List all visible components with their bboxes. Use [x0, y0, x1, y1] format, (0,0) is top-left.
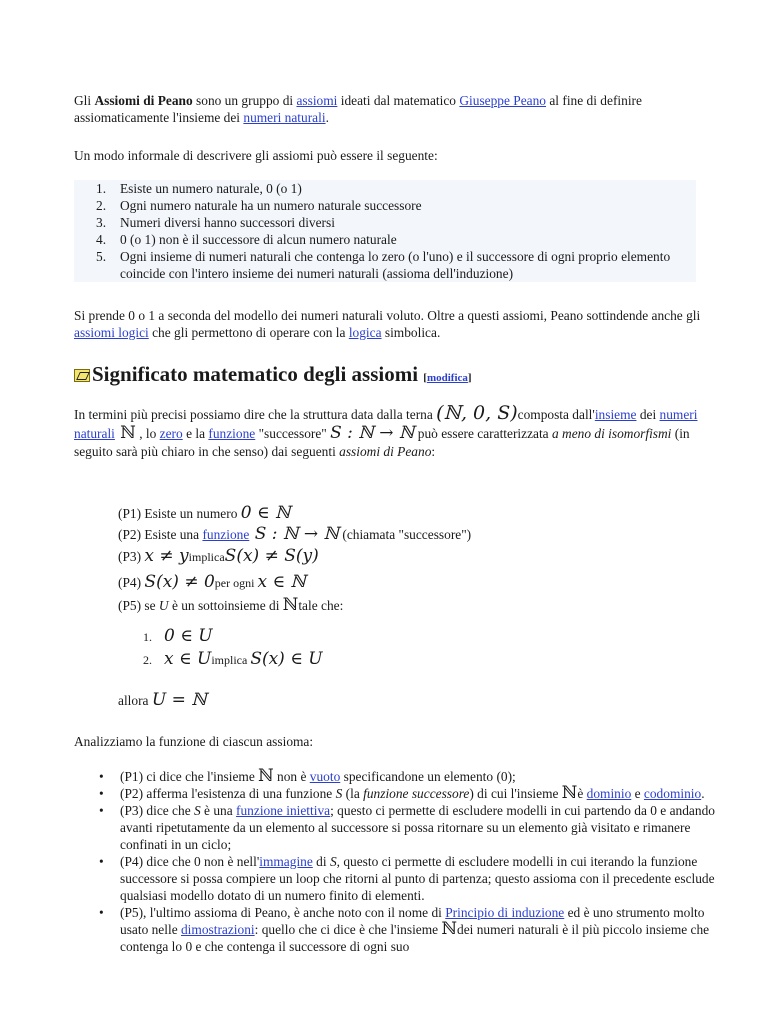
math-n: ℕ — [258, 766, 274, 786]
bold-term: Assiomi di Peano — [94, 93, 193, 108]
list-text: Numeri diversi hanno successori diversi — [120, 215, 335, 230]
link-assiomi-logici[interactable]: assiomi logici — [74, 325, 149, 340]
text: In termini più precisi possiamo dire che la struttura data dalla terna — [74, 407, 437, 422]
list-item — [120, 802, 726, 853]
intro-paragraph — [74, 92, 724, 126]
link-logica[interactable]: logica — [348, 325, 382, 340]
axiom-p4 — [118, 574, 306, 592]
text: è un sottoinsieme di — [168, 598, 283, 613]
text: dei — [636, 407, 660, 422]
list-text: Ogni insieme di numeri naturali che contenga lo zero (o l'uno) e il successore di ogni proprio elemento coincide con l'intero insieme dei numeri naturali (assioma dell'induzione) — [120, 249, 671, 281]
axiom-implica: implica — [211, 653, 251, 667]
text: , questo ci permette di escludere modelli in cui iterando la funzione successore si possa compiere un loop che ritorni al punto di partenza; questo assioma con il precedente esclude qualsiasi modello dotato di un numero finito di elementi. — [120, 854, 715, 903]
text: può essere caratterizzata — [414, 426, 552, 441]
text: dei numeri naturali è il più piccolo insieme che contenga lo 0 e che contenga il successore di ogni suo — [120, 922, 710, 954]
text: ; questo ci permette di escludere modelli in cui partendo da 0 e andando avanti ripetutamente da un elemento al successore si possa ritornare su un elemento già visitato e rimanere confinati in un ciclo; — [120, 803, 715, 852]
sub-number: 2. — [143, 653, 152, 667]
text: (P3) dice che — [120, 803, 194, 818]
text: Gli — [74, 93, 95, 108]
text: al fine di definire assiomaticamente l'insieme dei — [74, 93, 642, 125]
text: ) di cui l'insieme — [469, 786, 562, 801]
link-funzione-iniettiva[interactable]: funzione iniettiva — [236, 803, 331, 818]
link-codominio[interactable]: codominio — [643, 786, 702, 801]
axiom-p3 — [118, 548, 319, 566]
text: . — [701, 786, 705, 801]
section-title: Significato matematico degli assiomi — [92, 362, 419, 386]
axiom-p2 — [118, 526, 471, 543]
list-number: 1. — [96, 181, 107, 196]
axiom-p1 — [118, 505, 290, 522]
analysis-intro: Analizziamo la funzione di ciascun assioma: — [74, 734, 314, 749]
link-vuoto[interactable]: vuoto — [309, 769, 341, 784]
list-number: 5. — [96, 249, 107, 264]
axiom-math: 0 ∈ ℕ — [240, 503, 291, 523]
axiom-math: x ∈ ℕ — [257, 572, 306, 592]
list-item — [96, 231, 696, 248]
link-principio-induzione[interactable]: Principio di induzione — [445, 905, 565, 920]
math-s: S — [335, 786, 343, 801]
text: specificandone un elemento (0); — [340, 769, 516, 784]
math-s: S — [194, 803, 201, 818]
axiom-math: x ≠ y — [144, 546, 189, 566]
text: (P5), l'ultimo assioma di Peano, è anche noto con il nome di — [120, 905, 446, 920]
italic-text: funzione successore — [363, 786, 470, 801]
sub-number: 1. — [143, 630, 152, 644]
list-text: Ogni numero naturale ha un numero naturale successore — [120, 198, 422, 213]
bracket: ] — [467, 372, 472, 384]
text: e — [631, 786, 644, 801]
axiom-implica: implica — [188, 550, 225, 564]
text: di — [312, 854, 330, 869]
axiom-label: (P5) se — [118, 598, 159, 613]
axiom-label: (P3) — [118, 549, 145, 564]
informal-intro: Un modo informale di descrivere gli assiomi può essere il seguente: — [74, 148, 438, 163]
edit-section — [423, 372, 471, 384]
text: : quello che ci dice è che l'insieme — [254, 922, 442, 937]
axiom-p5-sub2 — [143, 651, 323, 669]
math-n: ℕ — [282, 595, 299, 615]
math-n: ℕ — [561, 783, 578, 803]
link-assiomi[interactable]: assiomi — [296, 93, 338, 108]
axiom-note: (chiamata "successore") — [339, 527, 472, 542]
link-insieme[interactable]: insieme — [594, 407, 637, 422]
link-funzione[interactable]: funzione — [208, 426, 256, 441]
text: : — [431, 444, 436, 459]
axiom-math: x ∈ U — [164, 649, 212, 669]
axiom-u: U — [158, 598, 169, 613]
axiom-math: 0 ∈ U — [164, 626, 213, 646]
text: è — [577, 786, 587, 801]
list-number: 3. — [96, 215, 107, 230]
pencil-icon — [74, 369, 90, 382]
math-n: ℕ — [441, 919, 458, 939]
link-dimostrazioni[interactable]: dimostrazioni — [180, 922, 255, 937]
text: che gli permettono di operare con la — [148, 325, 349, 340]
text: (P4) dice che 0 non è nell' — [120, 854, 260, 869]
text: . — [325, 110, 329, 125]
text: sono un gruppo di — [192, 93, 297, 108]
link-numeri-naturali-2[interactable]: numeri naturali — [74, 407, 698, 441]
analysis-list — [96, 768, 726, 955]
text: (la — [342, 786, 364, 801]
axiom-math: S(x) ∈ U — [250, 649, 323, 669]
list-item — [96, 197, 696, 214]
list-item — [120, 904, 726, 955]
math-terna: (ℕ, 0, S) — [436, 402, 518, 424]
list-item — [96, 248, 696, 282]
text: Si prende 0 o 1 a seconda del modello dei numeri naturali voluto. Oltre a questi assiomi, Peano sottindende anche gli — [74, 308, 701, 323]
axiom-label: (P1) Esiste un numero — [118, 506, 241, 521]
math-n: ℕ — [114, 423, 136, 443]
axiom-math: S(x) ≠ 0 — [144, 572, 215, 592]
axiom-conclusion — [118, 692, 207, 709]
section-heading — [74, 362, 472, 390]
list-item — [96, 214, 696, 231]
axiom-label: (P4) — [118, 575, 145, 590]
list-item — [120, 768, 726, 785]
link-dominio[interactable]: dominio — [586, 786, 632, 801]
italic-text: a meno di isomorfismi — [551, 426, 672, 441]
text: tale che: — [298, 598, 344, 613]
link-giuseppe-peano[interactable]: Giuseppe Peano — [459, 93, 547, 108]
list-item — [96, 180, 696, 197]
text: (P2) afferma l'esistenza di una funzione — [120, 786, 336, 801]
axiom-math: U = ℕ — [151, 690, 207, 710]
list-text: Esiste un numero naturale, 0 (o 1) — [120, 181, 302, 196]
bracket: [ — [423, 372, 427, 384]
text: ed è uno strumento molto usato nelle — [120, 905, 705, 937]
list-item — [120, 853, 726, 904]
axiom-p5-sub1 — [143, 628, 213, 646]
text: (P1) ci dice che l'insieme — [120, 769, 259, 784]
list-item — [120, 785, 726, 802]
axiom-per-ogni: per ogni — [214, 576, 258, 590]
math-s: S : ℕ → ℕ — [330, 423, 415, 443]
axiom-math: S : ℕ → ℕ — [249, 524, 340, 544]
text: è una — [200, 803, 237, 818]
link-immagine[interactable]: immagine — [259, 854, 313, 869]
italic-text: assiomi di Peano — [339, 444, 432, 459]
list-text: 0 (o 1) non è il successore di alcun numero naturale — [120, 232, 397, 247]
link-numeri-naturali[interactable]: numeri naturali — [243, 110, 326, 125]
precise-paragraph — [74, 404, 724, 461]
math-s: S — [329, 854, 337, 869]
text: "successore" — [255, 426, 331, 441]
link-zero[interactable]: zero — [159, 426, 183, 441]
text: composta dall' — [517, 407, 595, 422]
after-paragraph — [74, 307, 724, 341]
axiom-label: (P2) Esiste una — [118, 527, 203, 542]
axiom-math: S(x) ≠ S(y) — [224, 546, 319, 566]
text: non è — [273, 769, 310, 784]
list-number: 2. — [96, 198, 107, 213]
informal-list — [74, 180, 696, 282]
link-funzione-2[interactable]: funzione — [202, 527, 250, 542]
edit-link[interactable]: modifica — [426, 372, 468, 384]
list-number: 4. — [96, 232, 107, 247]
axiom-p5 — [118, 597, 343, 614]
text: e la — [182, 426, 209, 441]
axiom-label: allora — [118, 693, 152, 708]
text: simbolica. — [381, 325, 441, 340]
text: ideati dal matematico — [337, 93, 460, 108]
text: (in seguito sarà più chiaro in che senso) dai seguenti — [74, 426, 690, 459]
text: , lo — [135, 426, 160, 441]
